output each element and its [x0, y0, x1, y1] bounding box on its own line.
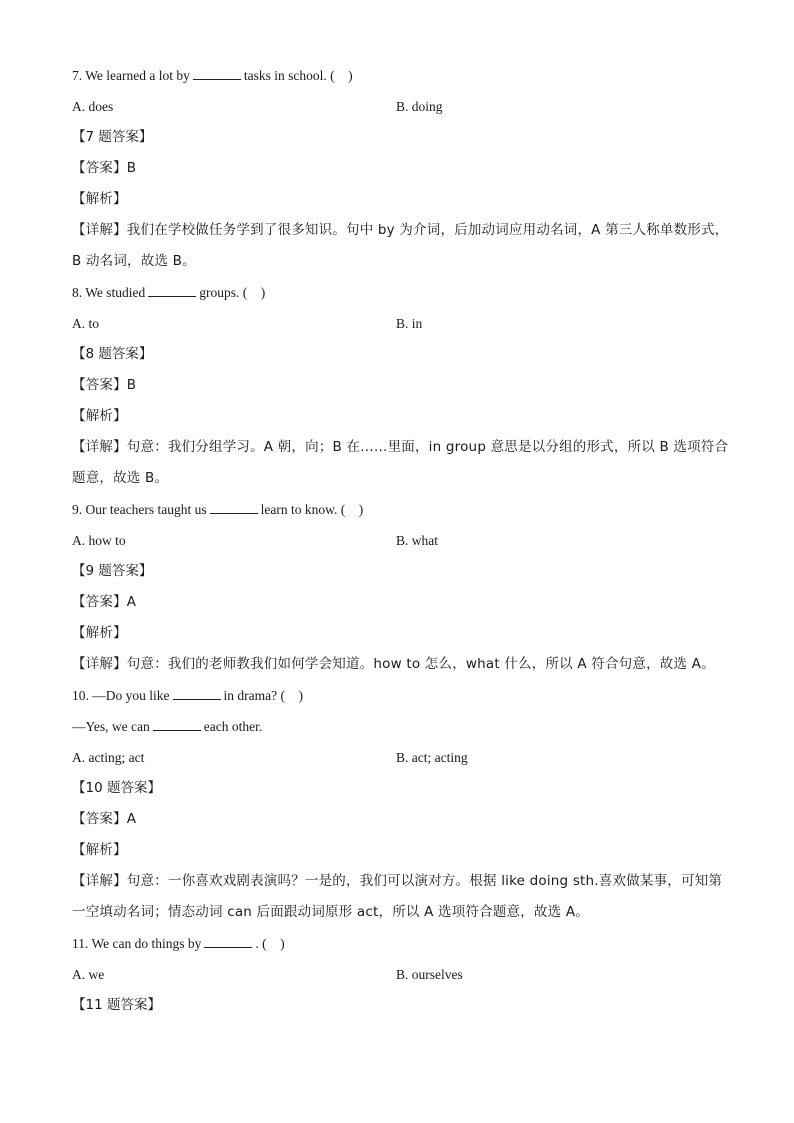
- question-11-options: [72, 959, 732, 990]
- answer-blank: [204, 933, 252, 948]
- analysis-label: 【解析】: [72, 191, 127, 207]
- analysis-label: 【解析】: [72, 842, 127, 858]
- answer-blank: [210, 499, 258, 514]
- question-9-options: [72, 525, 732, 556]
- answer-blank: [148, 282, 196, 297]
- answer-title: 【8 题答案】: [72, 346, 153, 362]
- answer-title: 【9 题答案】: [72, 563, 153, 579]
- answer-value: 【答案】B: [72, 160, 137, 176]
- option-b: B. in: [396, 316, 423, 331]
- answer-blank: [193, 65, 241, 80]
- answer-blank: [173, 685, 221, 700]
- document-page: [72, 60, 732, 1021]
- question-8-stem: 8. We studied groups. ( ): [72, 277, 732, 308]
- option-a: A. acting; act: [72, 750, 145, 765]
- analysis-label: 【解析】: [72, 625, 127, 641]
- option-a: A. how to: [72, 533, 126, 548]
- question-8-options: [72, 308, 732, 339]
- question-10-stem: 10. —Do you like in drama? ( ): [72, 680, 732, 711]
- question-11-stem: 11. We can do things by . ( ): [72, 928, 732, 959]
- option-b: B. doing: [396, 99, 443, 114]
- option-b: B. ourselves: [396, 967, 463, 982]
- analysis-label: 【解析】: [72, 408, 127, 424]
- answer-title: 【11 题答案】: [72, 997, 161, 1013]
- detail-text: 【详解】句意：我们分组学习。A 朝，向；B 在……里面，in group 意思是以分组的形式，所以 B 选项符合题意，故选 B。: [72, 439, 729, 486]
- option-b: B. act; acting: [396, 750, 468, 765]
- option-a: A. to: [72, 316, 99, 331]
- question-7-stem: 7. We learned a lot by tasks in school. ( ): [72, 60, 732, 91]
- detail-text: 【详解】我们在学校做任务学到了很多知识。句中 by 为介词，后加动词应用动名词，A 第三人称单数形式，B 动名词，故选 B。: [72, 222, 729, 269]
- question-10-stem-reply: —Yes, we can each other.: [72, 711, 732, 742]
- detail-text: 【详解】句意：我们的老师教我们如何学会知道。how to 怎么，what 什么，所以 A 符合句意，故选 A。: [72, 656, 715, 672]
- question-7-options: [72, 91, 732, 122]
- question-10-options: [72, 742, 732, 773]
- option-b: B. what: [396, 533, 438, 548]
- option-a: A. we: [72, 967, 105, 982]
- answer-title: 【7 题答案】: [72, 129, 153, 145]
- option-a: A. does: [72, 99, 114, 114]
- answer-value: 【答案】B: [72, 377, 137, 393]
- answer-value: 【答案】A: [72, 594, 137, 610]
- answer-blank: [153, 716, 201, 731]
- answer-value: 【答案】A: [72, 811, 137, 827]
- detail-text: 【详解】句意：一你喜欢戏剧表演吗？一是的，我们可以演对方。根据 like doing sth.喜欢做某事，可知第一空填动名词；情态动词 can 后面跟动词原形 act，所以 A 选项符合题意，故选 A。: [72, 873, 723, 920]
- answer-title: 【10 题答案】: [72, 780, 161, 796]
- question-9-stem: 9. Our teachers taught us learn to know. ( ): [72, 494, 732, 525]
